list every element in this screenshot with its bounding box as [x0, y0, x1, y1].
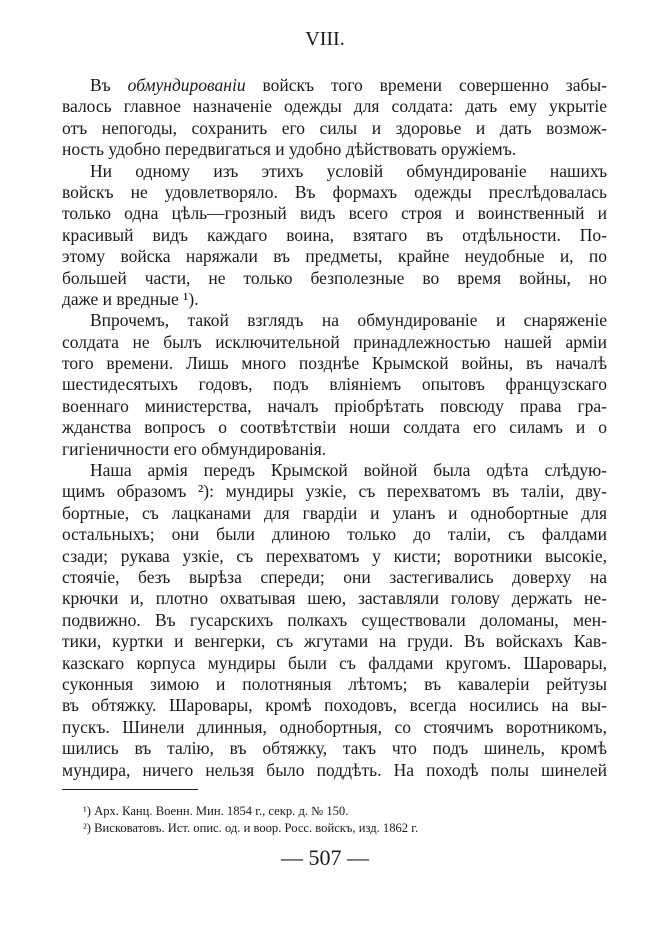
text-line: подвижно. Въ гусарскихъ полкахъ существовали доломаны, мен- [62, 609, 607, 630]
text-line: щимъ образомъ ²): мундиры узкіе, съ перехватомъ въ таліи, дву- [62, 481, 607, 502]
footnote-2: ²) Висковатовъ. Ист. опис. од. и воор. Росс. войскъ, изд. 1862 г. [83, 821, 419, 835]
text-line: въ обтяжку. Шаровары, кромѣ походовъ, всегда носились на вы- [62, 695, 607, 716]
text-line: того времени. Лишь много позднѣе Крымской войны, въ началѣ [62, 353, 607, 374]
paragraph [62, 161, 607, 311]
text-line: тики, куртки и венгерки, съ жгутами на груди. Въ войскахъ Кав- [62, 631, 607, 652]
text-line: стоячіе, безъ вырѣза спереди; они застегивались доверху на [62, 566, 607, 587]
chapter-heading: VIII. [305, 28, 345, 50]
text-segment: войскъ того времени совершенно забы- [245, 75, 607, 95]
italic-term: обмундированіи [127, 75, 246, 95]
text-line: мундира, ничего нельзя было поддѣть. На походѣ полы шинелей [62, 759, 607, 780]
text-line: казскаго корпуса мундиры были съ фалдами кругомъ. Шаровары, [62, 652, 607, 673]
text-line: отъ непогоды, сохранить его силы и здоровье и дать возмож- [62, 117, 607, 138]
page-number: — 507 — [281, 845, 369, 870]
text-line [62, 75, 607, 96]
text-segment: Въ [90, 75, 128, 95]
text-line: шестидесятыхъ годовъ, подъ вліяніемъ опытовъ французскаго [62, 374, 607, 395]
text-line: пускъ. Шинели длинныя, однобортныя, со стоячимъ воротникомъ, [62, 716, 607, 737]
text-line: бортные, съ лацканами для гвардіи и уланъ и однобортные для [62, 502, 607, 523]
text-line: суконныя зимою и полотняныя лѣтомъ; въ кавалеріи рейтузы [62, 673, 607, 694]
text-line: гигіеничности его обмундированія. [62, 438, 327, 459]
paragraph [62, 310, 607, 460]
text-line: военнаго министерства, началъ пріобрѣтать повсюду права гра- [62, 395, 607, 416]
text-line: Ни одному изъ этихъ условій обмундированіе нашихъ [90, 160, 607, 181]
text-line: даже и вредные ¹). [62, 288, 199, 309]
text-line: солдата не былъ исключительной принадлежностью нашей арміи [62, 331, 607, 352]
text-line: Впрочемъ, такой взглядъ на обмундированіе и снаряженіе [90, 310, 607, 331]
text-line: ность удобно передвигаться и удобно дѣйствовать оружіемъ. [62, 139, 517, 160]
body-text [62, 75, 607, 781]
paragraph [62, 460, 607, 781]
footnote-divider [62, 789, 198, 790]
text-line: этому войска наряжали въ предметы, крайне неудобные и, по [62, 246, 607, 267]
text-line: войскъ не удовлетворяло. Въ формахъ одежды преслѣдовалась [62, 181, 607, 202]
footnotes [83, 803, 418, 837]
text-line: крючки и, плотно охватывая шею, заставляли голову держать не- [62, 588, 607, 609]
text-line: Наша армія передъ Крымской войной была одѣта слѣдую- [90, 460, 607, 481]
text-line: остальныхъ; они были длиною только до таліи, съ фалдами [62, 524, 607, 545]
text-line: жданства вопросъ о соотвѣтствіи ноши солдата его силамъ и о [62, 417, 607, 438]
text-line: только одна цѣль—грозный видъ всего строя и воинственный и [62, 203, 607, 224]
footnote-1: ¹) Арх. Канц. Военн. Мин. 1854 г., секр. д. № 150. [83, 804, 349, 818]
paragraph [62, 75, 607, 161]
text-line: красивый видъ каждаго воина, взятаго въ отдѣльности. По- [62, 224, 607, 245]
text-line: валось главное назначеніе одежды для солдата: дать ему укрытіе [62, 96, 607, 117]
text-line: сзади; рукава узкіе, съ перехватомъ у кисти; воротники высокіе, [62, 545, 607, 566]
text-line: большей части, не только безполезные во время войны, но [62, 267, 607, 288]
text-line: шились въ талію, въ обтяжку, такъ что подъ шинель, кромѣ [62, 738, 607, 759]
